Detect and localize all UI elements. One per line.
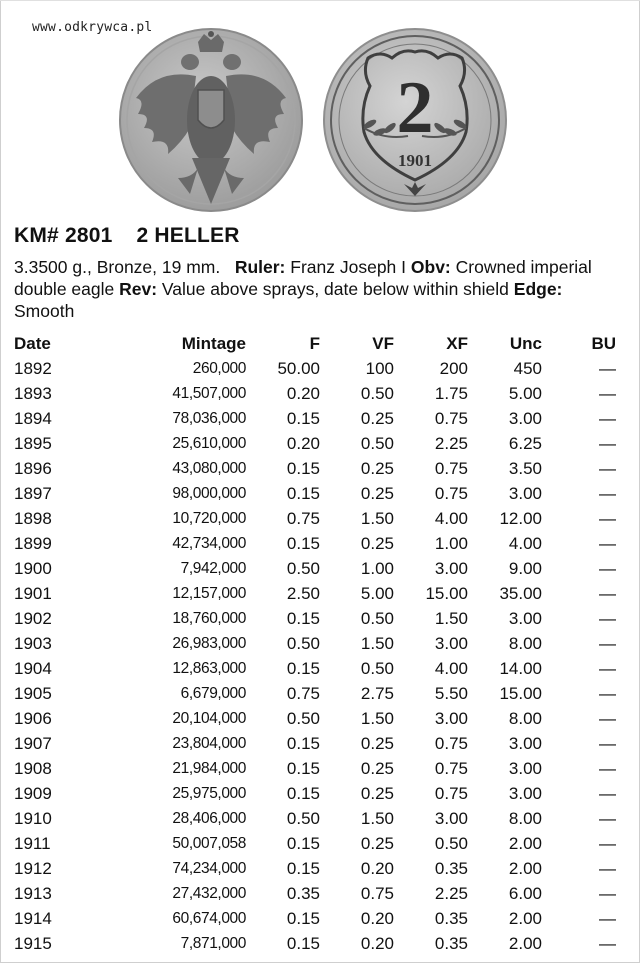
cell-xf: 3.00 [434, 708, 468, 728]
cell-date: 1905 [14, 683, 52, 703]
cell-unc: 8.00 [508, 633, 542, 653]
cell-bu: — [599, 833, 616, 853]
ruler-value: Franz Joseph I [290, 257, 407, 277]
catalog-title [14, 224, 240, 248]
top-divider [0, 0, 640, 1]
cell-bu: — [599, 808, 616, 828]
cell-mintage: 50,007,058 [172, 834, 246, 852]
cell-xf: 0.50 [434, 833, 468, 853]
cell-vf: 0.25 [360, 833, 394, 853]
cell-mintage: 26,983,000 [172, 634, 246, 652]
cell-date: 1913 [14, 883, 52, 903]
cell-unc: 4.00 [508, 533, 542, 553]
cell-bu: — [599, 483, 616, 503]
cell-vf: 0.75 [360, 883, 394, 903]
cell-bu: — [599, 383, 616, 403]
cell-unc: 5.00 [508, 383, 542, 403]
cell-date: 1892 [14, 358, 52, 378]
mintage-price-table [14, 332, 618, 956]
cell-xf: 2.25 [434, 883, 468, 903]
cell-mintage: 7,871,000 [180, 934, 246, 952]
cell-date: 1894 [14, 408, 52, 428]
cell-vf: 0.20 [360, 858, 394, 878]
cell-unc: 12.00 [499, 508, 542, 528]
cell-xf: 0.75 [434, 408, 468, 428]
cell-f: 0.15 [286, 833, 320, 853]
cell-xf: 1.75 [434, 383, 468, 403]
header-bu: BU [591, 334, 616, 353]
coin-description [14, 256, 626, 322]
header-xf: XF [446, 334, 468, 353]
cell-unc: 35.00 [499, 583, 542, 603]
table-row [14, 481, 618, 506]
obverse-value: Crowned imperial double eagle [14, 257, 592, 299]
reverse-label: Rev: [119, 279, 158, 299]
reverse-year: 1901 [398, 151, 432, 170]
cell-xf: 0.35 [434, 858, 468, 878]
cell-bu: — [599, 508, 616, 528]
table-row [14, 856, 618, 881]
cell-f: 0.15 [286, 608, 320, 628]
cell-bu: — [599, 633, 616, 653]
cell-mintage: 28,406,000 [172, 809, 246, 827]
cell-bu: — [599, 433, 616, 453]
cell-f: 0.15 [286, 658, 320, 678]
cell-vf: 0.20 [360, 908, 394, 928]
cell-f: 0.50 [286, 708, 320, 728]
cell-date: 1896 [14, 458, 52, 478]
cell-f: 0.15 [286, 458, 320, 478]
table-row [14, 831, 618, 856]
cell-vf: 0.50 [360, 433, 394, 453]
cell-f: 0.20 [286, 383, 320, 403]
watermark: www.odkrywca.pl [32, 20, 153, 35]
header-date: Date [14, 334, 51, 353]
cell-mintage: 21,984,000 [172, 759, 246, 777]
cell-date: 1904 [14, 658, 52, 678]
cell-date: 1900 [14, 558, 52, 578]
cell-unc: 3.50 [508, 458, 542, 478]
cell-f: 2.50 [286, 583, 320, 603]
cell-vf: 0.25 [360, 733, 394, 753]
table-header-row [14, 332, 618, 356]
cell-unc: 8.00 [508, 708, 542, 728]
table-row [14, 581, 618, 606]
reverse-coin [324, 29, 506, 211]
cell-unc: 15.00 [499, 683, 542, 703]
cell-f: 50.00 [277, 358, 320, 378]
table-row [14, 756, 618, 781]
cell-bu: — [599, 758, 616, 778]
cell-bu: — [599, 533, 616, 553]
cell-xf: 1.00 [434, 533, 468, 553]
cell-mintage: 12,157,000 [172, 584, 246, 602]
table-row [14, 681, 618, 706]
cell-bu: — [599, 883, 616, 903]
cell-unc: 9.00 [508, 558, 542, 578]
cell-bu: — [599, 708, 616, 728]
cell-bu: — [599, 908, 616, 928]
cell-date: 1906 [14, 708, 52, 728]
cell-f: 0.50 [286, 808, 320, 828]
cell-xf: 0.35 [434, 908, 468, 928]
cell-unc: 3.00 [508, 758, 542, 778]
ruler-label: Ruler: [234, 257, 286, 277]
cell-bu: — [599, 783, 616, 803]
edge-label: Edge: [513, 279, 563, 299]
cell-mintage: 78,036,000 [172, 409, 246, 427]
cell-vf: 1.50 [360, 633, 394, 653]
cell-date: 1912 [14, 858, 52, 878]
cell-mintage: 41,507,000 [172, 384, 246, 402]
table-row [14, 531, 618, 556]
cell-f: 0.35 [286, 883, 320, 903]
coin-name: 2 HELLER [136, 224, 240, 247]
cell-unc: 14.00 [499, 658, 542, 678]
cell-xf: 4.00 [434, 658, 468, 678]
table-row [14, 456, 618, 481]
cell-date: 1908 [14, 758, 52, 778]
header-mintage: Mintage [181, 334, 246, 353]
cell-unc: 3.00 [508, 408, 542, 428]
table-row [14, 356, 618, 381]
cell-f: 0.15 [286, 908, 320, 928]
cell-mintage: 6,679,000 [180, 684, 246, 702]
cell-f: 0.15 [286, 758, 320, 778]
cell-mintage: 43,080,000 [172, 459, 246, 477]
cell-xf: 0.75 [434, 458, 468, 478]
cell-bu: — [599, 583, 616, 603]
coin-images [118, 28, 508, 214]
table-row [14, 731, 618, 756]
cell-bu: — [599, 458, 616, 478]
table-row [14, 631, 618, 656]
cell-xf: 0.35 [434, 933, 468, 953]
cell-mintage: 10,720,000 [172, 509, 246, 527]
cell-f: 0.50 [286, 558, 320, 578]
cell-vf: 1.50 [360, 708, 394, 728]
cell-date: 1899 [14, 533, 52, 553]
cell-date: 1901 [14, 583, 52, 603]
cell-vf: 0.50 [360, 658, 394, 678]
cell-bu: — [599, 858, 616, 878]
edge-value: Smooth [14, 301, 75, 321]
cell-f: 0.15 [286, 408, 320, 428]
cell-bu: — [599, 683, 616, 703]
cell-date: 1898 [14, 508, 52, 528]
cell-unc: 2.00 [508, 908, 542, 928]
cell-vf: 2.75 [360, 683, 394, 703]
header-vf: VF [372, 334, 394, 353]
table-row [14, 906, 618, 931]
table-row [14, 706, 618, 731]
cell-unc: 3.00 [508, 733, 542, 753]
cell-xf: 0.75 [434, 733, 468, 753]
cell-xf: 5.50 [434, 683, 468, 703]
cell-xf: 200 [439, 358, 468, 378]
cell-date: 1909 [14, 783, 52, 803]
km-number: KM# 2801 [14, 224, 113, 247]
cell-xf: 0.75 [434, 758, 468, 778]
cell-mintage: 23,804,000 [172, 734, 246, 752]
cell-date: 1910 [14, 808, 52, 828]
cell-mintage: 25,975,000 [172, 784, 246, 802]
cell-unc: 3.00 [508, 783, 542, 803]
cell-f: 0.15 [286, 858, 320, 878]
cell-unc: 6.00 [508, 883, 542, 903]
cell-f: 0.15 [286, 733, 320, 753]
cell-unc: 6.25 [508, 433, 542, 453]
cell-bu: — [599, 608, 616, 628]
cell-vf: 0.20 [360, 933, 394, 953]
table-row [14, 556, 618, 581]
cell-mintage: 74,234,000 [172, 859, 246, 877]
cell-mintage: 260,000 [192, 359, 246, 377]
cell-mintage: 12,863,000 [172, 659, 246, 677]
cell-bu: — [599, 408, 616, 428]
cell-vf: 1.50 [360, 508, 394, 528]
cell-unc: 450 [513, 358, 542, 378]
cell-unc: 2.00 [508, 933, 542, 953]
cell-date: 1907 [14, 733, 52, 753]
table-row [14, 381, 618, 406]
cell-bu: — [599, 933, 616, 953]
cell-xf: 15.00 [425, 583, 468, 603]
cell-date: 1911 [14, 833, 51, 853]
cell-f: 0.20 [286, 433, 320, 453]
reverse-value: Value above sprays, date below within shield [161, 279, 509, 299]
cell-mintage: 18,760,000 [172, 609, 246, 627]
cell-unc: 2.00 [508, 858, 542, 878]
obverse-coin [120, 29, 302, 211]
table-row [14, 806, 618, 831]
cell-xf: 0.75 [434, 783, 468, 803]
table-row [14, 881, 618, 906]
cell-date: 1897 [14, 483, 52, 503]
cell-mintage: 7,942,000 [180, 559, 246, 577]
table-row [14, 931, 618, 956]
cell-vf: 0.50 [360, 608, 394, 628]
cell-vf: 0.25 [360, 408, 394, 428]
cell-unc: 3.00 [508, 483, 542, 503]
specs-text: 3.3500 g., Bronze, 19 mm. [14, 257, 221, 277]
cell-f: 0.75 [286, 683, 320, 703]
cell-xf: 3.00 [434, 808, 468, 828]
cell-mintage: 27,432,000 [172, 884, 246, 902]
cell-mintage: 98,000,000 [172, 484, 246, 502]
cell-f: 0.15 [286, 783, 320, 803]
table-row [14, 606, 618, 631]
cell-vf: 100 [365, 358, 394, 378]
cell-vf: 0.50 [360, 383, 394, 403]
table-row [14, 781, 618, 806]
cell-xf: 0.75 [434, 483, 468, 503]
cell-date: 1914 [14, 908, 52, 928]
cell-xf: 3.00 [434, 633, 468, 653]
cell-f: 0.50 [286, 633, 320, 653]
table-row [14, 656, 618, 681]
cell-vf: 0.25 [360, 533, 394, 553]
obverse-label: Obv: [410, 257, 451, 277]
cell-date: 1903 [14, 633, 52, 653]
cell-bu: — [599, 658, 616, 678]
reverse-denomination: 2 [396, 67, 434, 149]
table-row [14, 431, 618, 456]
cell-f: 0.15 [286, 933, 320, 953]
cell-vf: 0.25 [360, 758, 394, 778]
header-f: F [309, 334, 320, 353]
cell-mintage: 25,610,000 [172, 434, 246, 452]
cell-date: 1915 [14, 933, 52, 953]
cell-unc: 8.00 [508, 808, 542, 828]
cell-f: 0.15 [286, 533, 320, 553]
cell-bu: — [599, 733, 616, 753]
cell-mintage: 60,674,000 [172, 909, 246, 927]
cell-vf: 0.25 [360, 483, 394, 503]
cell-vf: 0.25 [360, 783, 394, 803]
cell-f: 0.15 [286, 483, 320, 503]
cell-vf: 5.00 [360, 583, 394, 603]
cell-f: 0.75 [286, 508, 320, 528]
cell-vf: 0.25 [360, 458, 394, 478]
header-unc: Unc [509, 334, 542, 353]
table-row [14, 506, 618, 531]
table-row [14, 406, 618, 431]
cell-bu: — [599, 558, 616, 578]
cell-date: 1895 [14, 433, 52, 453]
cell-unc: 2.00 [508, 833, 542, 853]
cell-date: 1893 [14, 383, 52, 403]
cell-xf: 4.00 [434, 508, 468, 528]
cell-unc: 3.00 [508, 608, 542, 628]
cell-xf: 1.50 [434, 608, 468, 628]
cell-mintage: 42,734,000 [172, 534, 246, 552]
cell-xf: 3.00 [434, 558, 468, 578]
cell-vf: 1.50 [360, 808, 394, 828]
cell-bu: — [599, 358, 616, 378]
cell-mintage: 20,104,000 [172, 709, 246, 727]
coin-pair-illustration [118, 28, 508, 214]
cell-xf: 2.25 [434, 433, 468, 453]
cell-date: 1902 [14, 608, 52, 628]
table-body [14, 356, 618, 956]
cell-vf: 1.00 [360, 558, 394, 578]
